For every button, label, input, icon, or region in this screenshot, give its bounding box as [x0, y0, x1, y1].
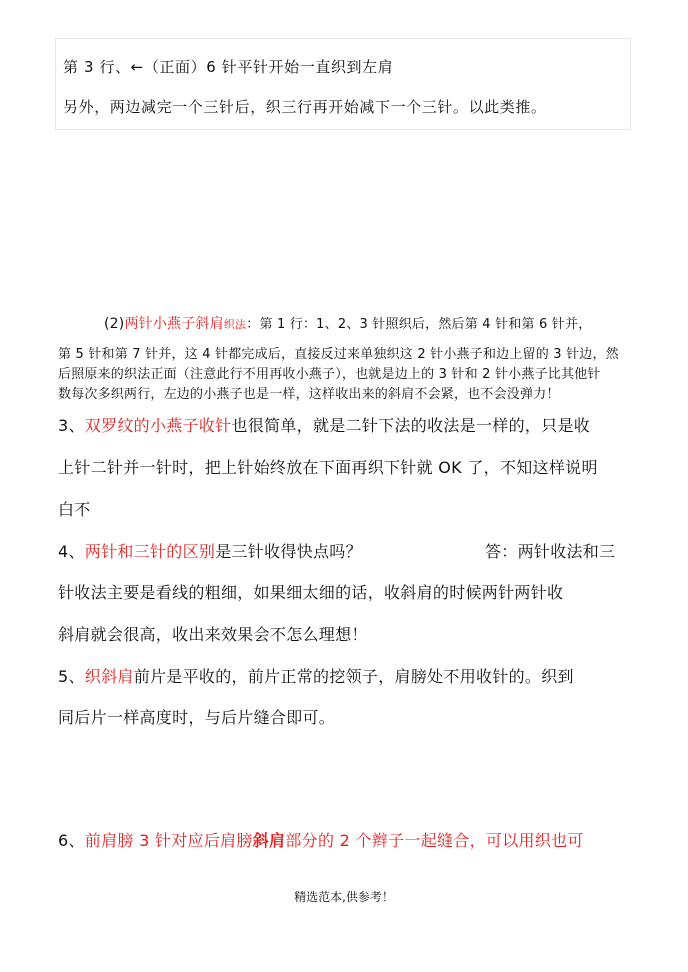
- p5-line-1: [58, 664, 574, 687]
- p5-line-2: 同后片一样高度时，与后片缝合即可。: [58, 708, 336, 727]
- p2-highlight: 两针小燕子斜肩: [124, 316, 224, 332]
- p6-line-1: [58, 828, 584, 851]
- p6-highlight: 斜肩: [252, 831, 286, 850]
- p4-highlight: 两针和三针的区别: [84, 542, 216, 561]
- p6-part2: 部分的 2 个辫子一起缝合，可以用织也可: [285, 831, 584, 850]
- p6-num: 6、: [58, 831, 85, 850]
- p2-prefix: (2): [104, 316, 125, 332]
- p2-line-4: 数每次多织两行，左边的小燕子也是一样，这样收出来的斜肩不会紧，也不会没弹力！: [58, 387, 560, 402]
- page-footer: 精选范本,供参考！: [294, 890, 394, 904]
- p6-part1: 前肩膀 3 针对应后肩膀: [84, 831, 253, 850]
- p2-line-2: 第 5 针和第 7 针并，这 4 针都完成后，直接反过来单独织这 2 针小燕子和边上留的 3 针边，然: [58, 347, 619, 362]
- p3-line-2: 上针二针并一针时，把上针始终放在下面再织下针就 OK 了，不知这样说明: [58, 458, 598, 477]
- p4-answer: 答：两针收法和三: [485, 542, 616, 561]
- p5-highlight: 织斜肩: [84, 667, 134, 686]
- p2-line-1: [104, 313, 591, 333]
- p5-num: 5、: [58, 667, 85, 686]
- p4-num: 4、: [58, 542, 85, 561]
- p3-line-1: [58, 413, 590, 436]
- p2-method: 织法: [223, 318, 247, 331]
- p4-line-1: [58, 539, 362, 562]
- box-line-2: 另外，两边减完一个三针后，织三行再开始减下一个三针。以此类推。: [63, 98, 547, 116]
- p3-line-1-rest: 也很简单，就是二针下法的收法是一样的，只是收: [231, 416, 591, 435]
- p5-line-1-rest: 前片是平收的，前片正常的挖领子，肩膀处不用收针的。织到: [133, 667, 574, 686]
- p4-line-2: 针收法主要是看线的粗细，如果细太细的话，收斜肩的时候两针两针收: [58, 583, 564, 602]
- p3-num: 3、: [58, 416, 85, 435]
- p3-highlight: 双罗纹的小燕子收针: [84, 416, 232, 435]
- p4-line-3: 斜肩就会很高，收出来效果会不怎么理想！: [58, 625, 368, 644]
- p2-line-1-rest: ：第 1 行：1、2、3 针照织后，然后第 4 针和第 6 针并，: [246, 317, 592, 332]
- p4-line-1-rest: 是三针收得快点吗？: [215, 542, 362, 561]
- p2-line-3: 后照原来的织法正面（注意此行不用再收小燕子），也就是边上的 3 针和 2 针小燕子比其他针: [58, 367, 601, 382]
- box-line-1: 第 3 行、←（正面）6 针平针开始一直织到左肩: [63, 58, 394, 76]
- p3-line-3: 白不: [58, 500, 91, 519]
